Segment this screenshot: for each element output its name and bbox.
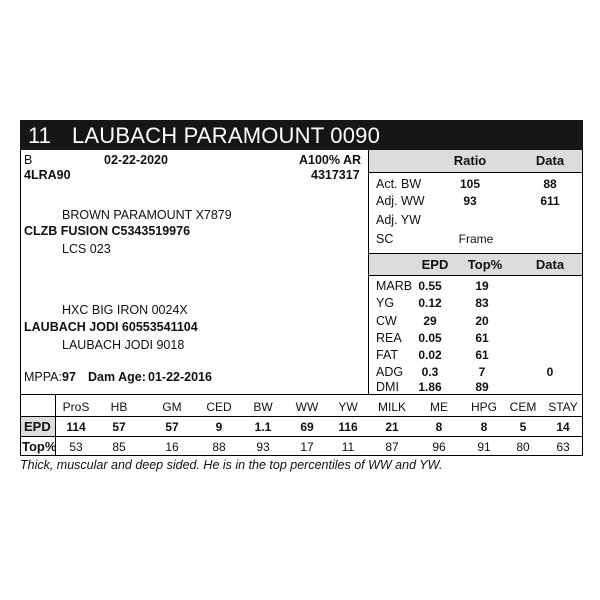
- top-percent-value: 17: [300, 440, 314, 454]
- epd-column-header: WW: [295, 400, 319, 414]
- epd-value: 8: [480, 420, 488, 434]
- ratio-row-label: Adj. YW: [376, 213, 421, 227]
- top-percent-value: 53: [69, 440, 83, 454]
- carcass-header-rule: [368, 275, 583, 276]
- epd-column-header: HB: [110, 400, 128, 414]
- carcass-header-data: Data: [535, 257, 565, 272]
- dam-age-label: Dam Age:: [88, 370, 146, 384]
- epd-column-header: CED: [206, 400, 232, 414]
- epd-column-header: ME: [430, 400, 448, 414]
- carcass-row-label: CW: [376, 314, 397, 328]
- dam: LAUBACH JODI 60553541104: [24, 320, 198, 334]
- birth-date: 02-22-2020: [104, 153, 168, 167]
- epd-value: 69: [300, 420, 314, 434]
- ratio-header-data: Data: [535, 153, 565, 168]
- carcass-row-top: 7: [478, 365, 486, 379]
- ratio-row-data: 88: [543, 177, 557, 191]
- mppa-label: MPPA:: [24, 370, 62, 384]
- carcass-row-epd: 0.02: [418, 348, 442, 362]
- ratio-header-rule: [368, 172, 583, 173]
- ratio-row-label: Adj. WW: [376, 194, 425, 208]
- epd-value: 57: [112, 420, 126, 434]
- epd-value: 9: [215, 420, 223, 434]
- carcass-row-label: ADG: [376, 365, 404, 379]
- ratio-row-label: Act. BW: [376, 177, 422, 191]
- dam-dam: LAUBACH JODI 9018: [62, 338, 185, 352]
- registration-number: 4317317: [311, 168, 360, 182]
- mppa-value: 97: [62, 370, 76, 384]
- top-percent-value: 16: [165, 440, 179, 454]
- epd-column-header: BW: [253, 400, 273, 414]
- ratio-row-data: 611: [540, 194, 560, 208]
- carcass-row-label: FAT: [376, 348, 398, 362]
- breed-percent: A100% AR: [299, 153, 362, 167]
- lot-title-bar: [20, 120, 583, 150]
- epd-value: 57: [165, 420, 179, 434]
- epd-column-header: CEM: [509, 400, 537, 414]
- ratio-row-label: SC: [376, 232, 394, 246]
- carcass-row-epd: 0.55: [418, 279, 442, 293]
- carcass-row-label: MARB: [376, 279, 413, 293]
- animal-sex: B: [24, 153, 33, 167]
- epd-value: 8: [435, 420, 443, 434]
- carcass-row-top: 19: [475, 279, 489, 293]
- epd-column-header: HPG: [470, 400, 497, 414]
- epd-value: 1.1: [254, 420, 272, 434]
- carcass-header-top: Top%: [467, 257, 503, 272]
- carcass-header-epd: EPD: [421, 257, 449, 272]
- carcass-row-label: YG: [376, 296, 395, 310]
- epd-value: 116: [338, 420, 358, 434]
- carcass-row-label: REA: [376, 331, 402, 345]
- top-percent-value: 63: [556, 440, 570, 454]
- lot-name: LAUBACH PARAMOUNT 0090: [72, 123, 381, 148]
- epd-table-top-rule: [20, 394, 583, 395]
- ratio-row-ratio: 105: [459, 177, 481, 191]
- dam-sire: HXC BIG IRON 0024X: [62, 303, 188, 317]
- tattoo: 4LRA90: [24, 168, 71, 182]
- carcass-row-top: 89: [475, 380, 489, 394]
- carcass-row-data: 0: [546, 365, 554, 379]
- epd-column-header: YW: [338, 400, 358, 414]
- dam-age-value: 01-22-2016: [148, 370, 212, 384]
- carcass-row-top: 61: [475, 331, 489, 345]
- lot-number: 11: [28, 123, 51, 148]
- top-percent-value: 11: [341, 440, 355, 454]
- top-percent-value: 85: [112, 440, 126, 454]
- carcass-row-top: 83: [475, 296, 489, 310]
- epd-column-header: STAY: [548, 400, 578, 414]
- top-percent-value: 88: [212, 440, 226, 454]
- epd-column-header: GM: [162, 400, 182, 414]
- ratio-row-ratio: Frame: [458, 232, 494, 246]
- carcass-row-top: 20: [475, 314, 489, 328]
- carcass-row-epd: 0.3: [421, 365, 439, 379]
- carcass-row-epd: 0.12: [418, 296, 442, 310]
- epd-value: 14: [556, 420, 570, 434]
- lot-comment: Thick, muscular and deep sided. He is in the top percentiles of WW and YW.: [20, 458, 443, 472]
- sire-sire: BROWN PARAMOUNT X7879: [62, 208, 232, 222]
- carcass-row-epd: 29: [423, 314, 437, 328]
- ratio-header-ratio: Ratio: [453, 153, 487, 168]
- epd-value: 114: [66, 420, 86, 434]
- top-row-label: Top%: [22, 439, 57, 454]
- carcass-row-label: DMI: [376, 380, 399, 394]
- top-percent-value: 80: [516, 440, 530, 454]
- top-percent-value: 93: [256, 440, 270, 454]
- epd-column-header: ProS: [62, 400, 90, 414]
- epd-table-row-rule: [20, 436, 583, 437]
- sire-dam: LCS 023: [62, 242, 111, 256]
- carcass-row-epd: 1.86: [418, 380, 442, 394]
- ratio-row-ratio: 93: [463, 194, 477, 208]
- epd-column-header: MILK: [377, 400, 406, 414]
- top-percent-value: 96: [432, 440, 446, 454]
- carcass-row-epd: 0.05: [418, 331, 442, 345]
- epd-row-label: EPD: [24, 419, 51, 434]
- epd-value: 5: [519, 420, 527, 434]
- sire: CLZB FUSION C5343519976: [24, 224, 191, 238]
- carcass-row-top: 61: [475, 348, 489, 362]
- epd-table-row-rule: [20, 416, 583, 417]
- top-percent-value: 91: [477, 440, 491, 454]
- top-percent-value: 87: [385, 440, 399, 454]
- epd-value: 21: [385, 420, 399, 434]
